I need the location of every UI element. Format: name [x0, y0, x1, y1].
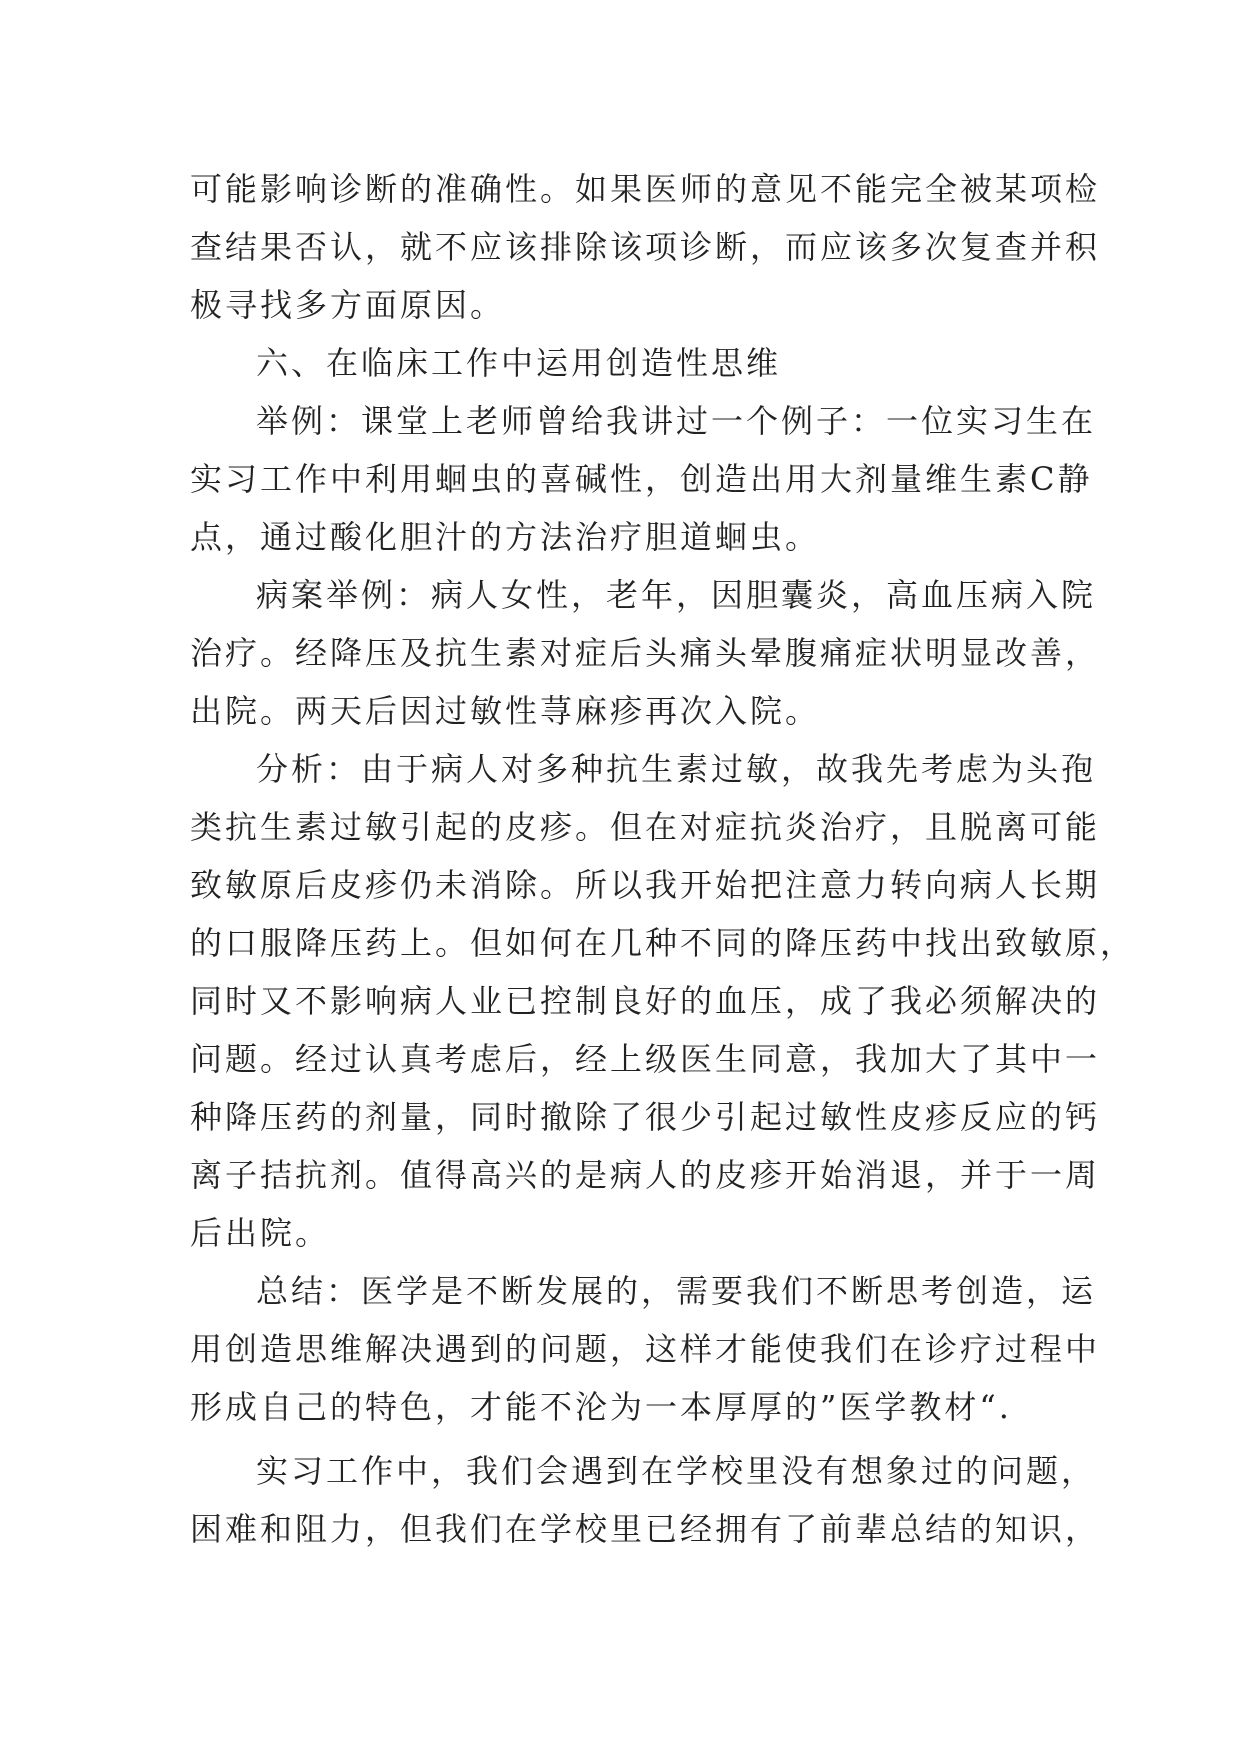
text-line: 可能影响诊断的准确性。如果医师的意见不能完全被某项检	[190, 170, 1101, 208]
text-line: 点，通过酸化胆汁的方法治疗胆道蛔虫。	[190, 518, 821, 556]
text-line: 离子拮抗剂。值得高兴的是病人的皮疹开始消退，并于一周	[190, 1156, 1101, 1194]
text-line: 病案举例：病人女性，老年，因胆囊炎，高血压病入院	[256, 576, 1097, 614]
text-line: 治疗。经降压及抗生素对症后头痛头晕腹痛症状明显改善，	[190, 634, 1101, 672]
text-line: 总结：医学是不断发展的，需要我们不断思考创造，运	[256, 1272, 1097, 1310]
text-line: 后出院。	[190, 1214, 331, 1252]
text-line: 类抗生素过敏引起的皮疹。但在对症抗炎治疗，且脱离可能	[190, 808, 1101, 846]
text-line: 出院。两天后因过敏性荨麻疹再次入院。	[190, 692, 821, 730]
text-line: 问题。经过认真考虑后，经上级医生同意，我加大了其中一	[190, 1040, 1101, 1078]
text-line: 实习工作中利用蛔虫的喜碱性，创造出用大剂量维生素C静	[190, 460, 1093, 498]
text-line: 极寻找多方面原因。	[190, 286, 506, 324]
text-line: 同时又不影响病人业已控制良好的血压，成了我必须解决的	[190, 982, 1101, 1020]
text-line: 致敏原后皮疹仍未消除。所以我开始把注意力转向病人长期	[190, 866, 1101, 904]
text-line: 举例：课堂上老师曾给我讲过一个例子：一位实习生在	[256, 402, 1097, 440]
text-line: 用创造思维解决遇到的问题，这样才能使我们在诊疗过程中	[190, 1330, 1101, 1368]
text-line: 分析：由于病人对多种抗生素过敏，故我先考虑为头孢	[256, 750, 1097, 788]
document-body	[190, 160, 1136, 1558]
text-line: 形成自己的特色，才能不沦为一本厚厚的”医学教材“.	[190, 1388, 1012, 1426]
text-line: 困难和阻力，但我们在学校里已经拥有了前辈总结的知识，	[190, 1510, 1101, 1548]
text-line: 种降压药的剂量，同时撤除了很少引起过敏性皮疹反应的钙	[190, 1098, 1101, 1136]
text-line: 的口服降压药上。但如何在几种不同的降压药中找出致敏原，	[190, 924, 1136, 962]
text-line: 查结果否认，就不应该排除该项诊断，而应该多次复查并积	[190, 228, 1101, 266]
text-line: 实习工作中，我们会遇到在学校里没有想象过的问题，	[256, 1452, 1097, 1490]
section-heading: 六、在临床工作中运用创造性思维	[256, 344, 782, 382]
